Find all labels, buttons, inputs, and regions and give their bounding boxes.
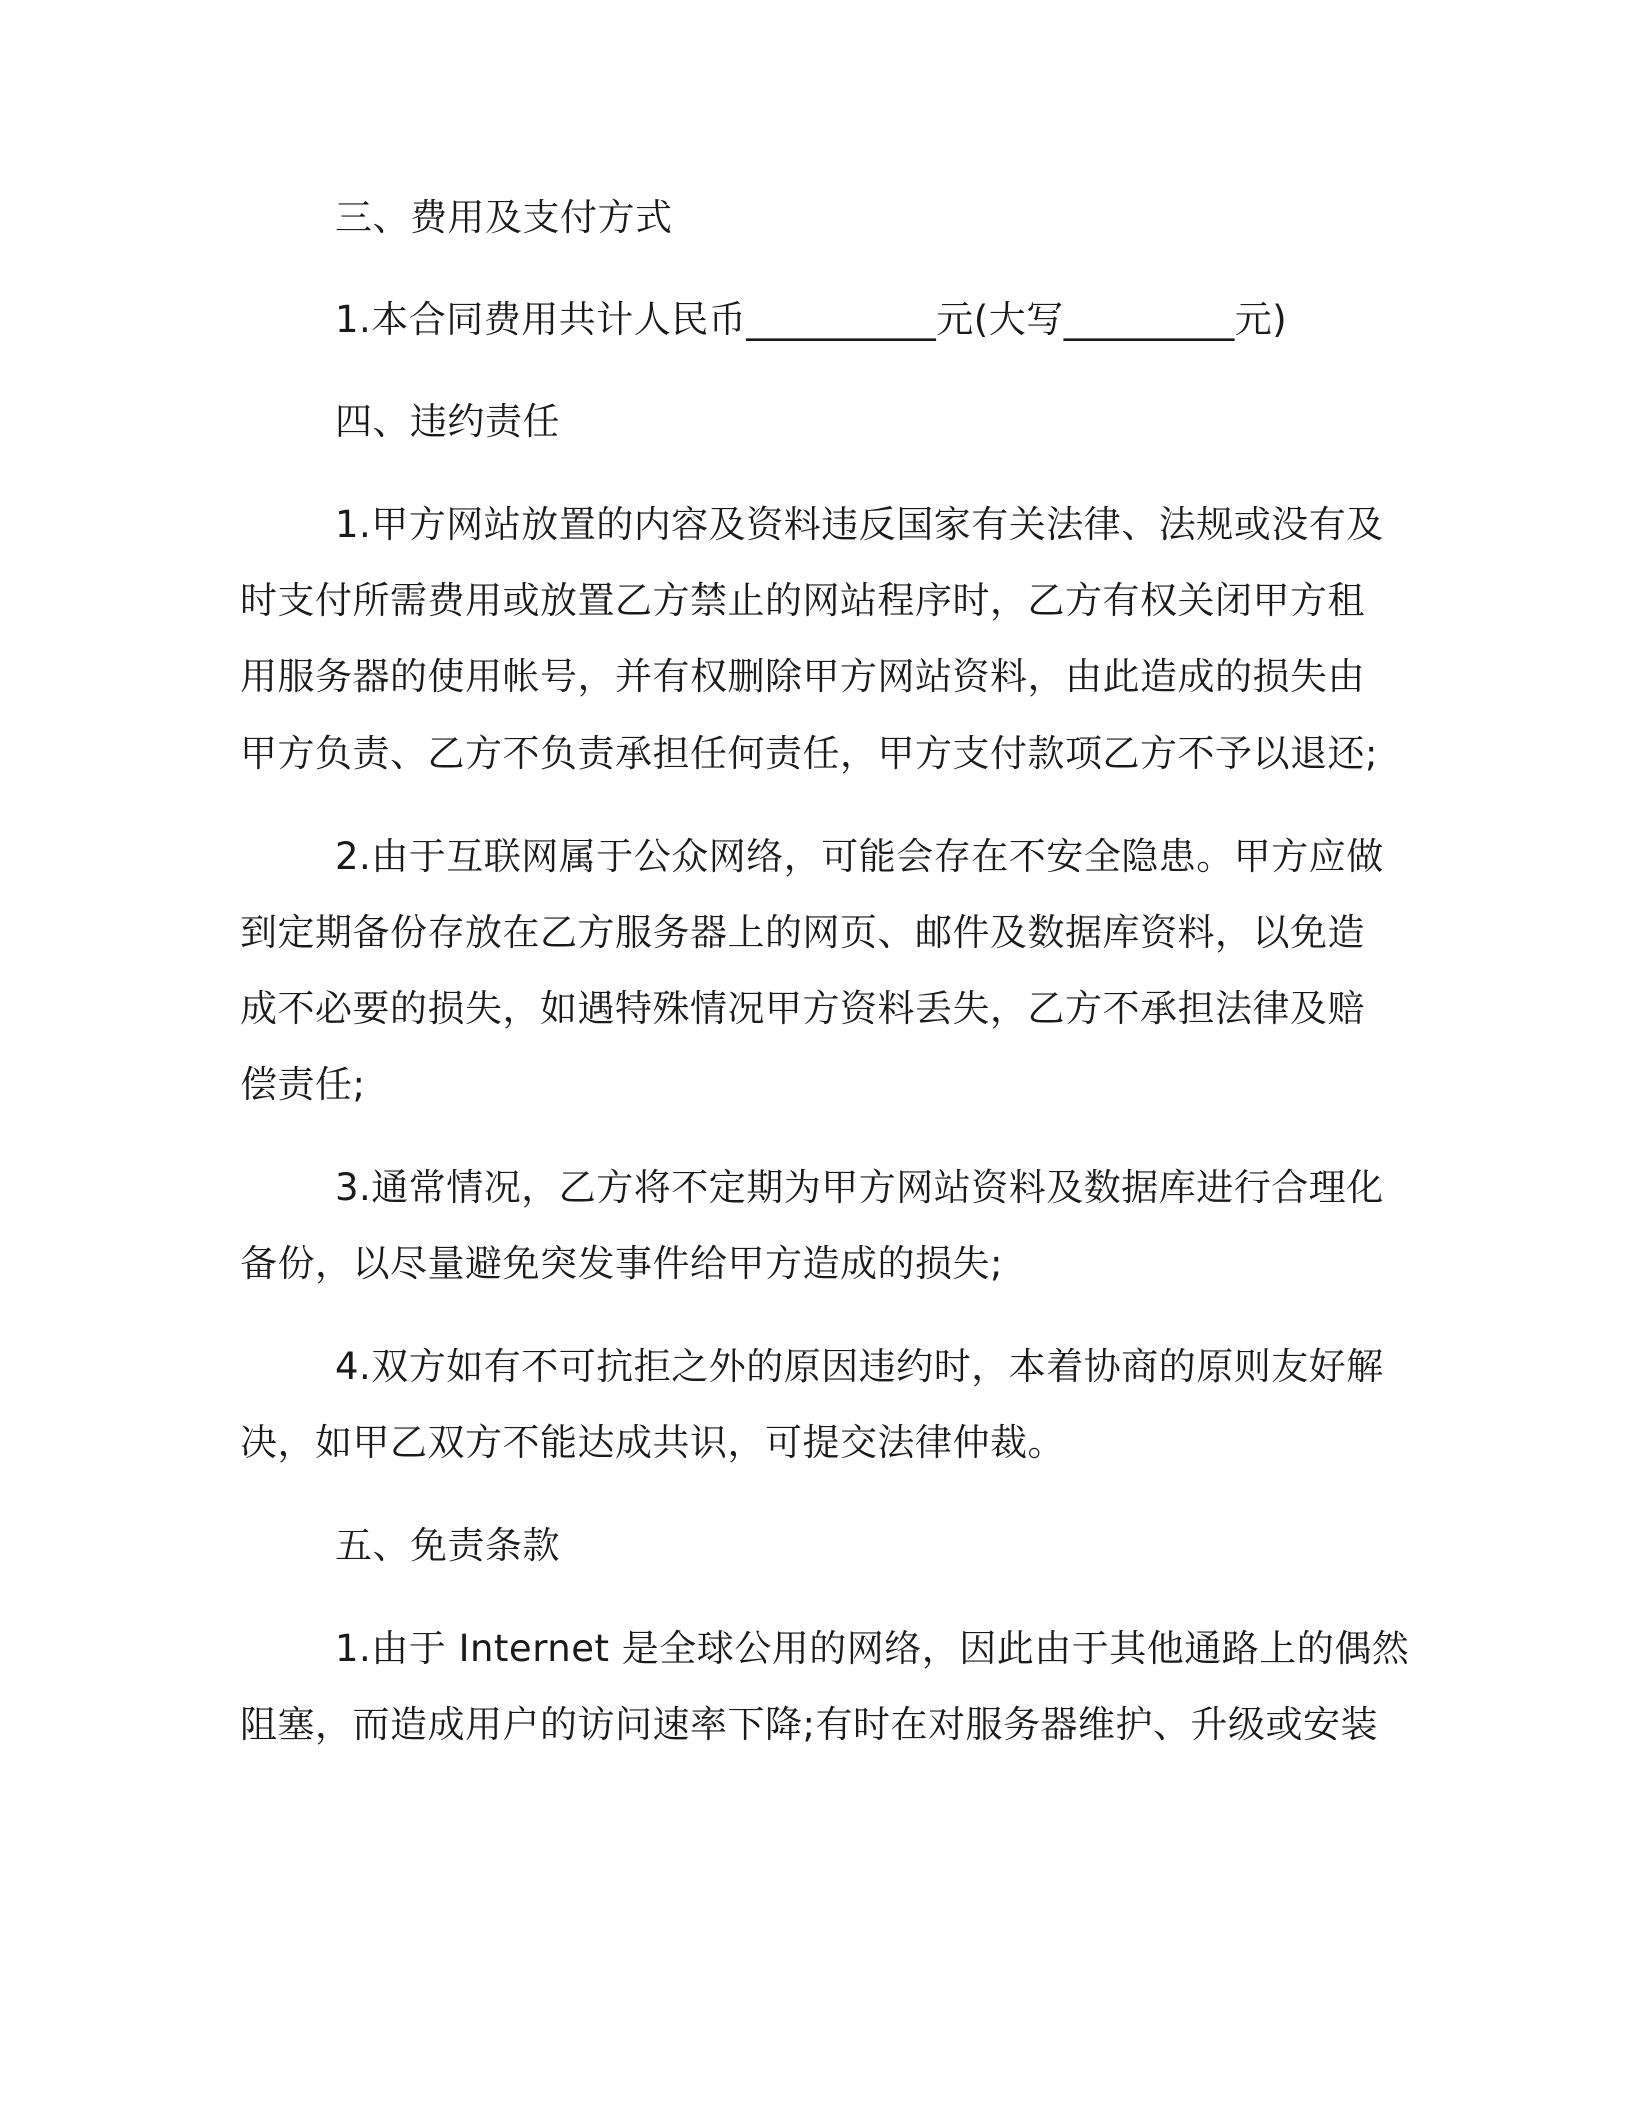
section-4-item-3-line-1: 3.通常情况，乙方将不定期为甲方网站资料及数据库进行合理化: [335, 1166, 1384, 1209]
section-4-item-1-line-4: 甲方负责、乙方不负责承担任何责任，甲方支付款项乙方不予以退还;: [240, 732, 1378, 775]
section-5-item-1-line-1: 1.由于 Internet 是全球公用的网络，因此由于其他通路上的偶然: [335, 1627, 1410, 1670]
section-4-item-2-line-4: 偿责任;: [240, 1063, 366, 1106]
section-4-heading: 四、违约责任: [335, 400, 560, 443]
section-3-heading: 三、费用及支付方式: [335, 196, 673, 239]
section-3-item-1: 1.本合同费用共计人民币__________元(大写_________元): [335, 298, 1288, 341]
section-4-item-2-line-2: 到定期备份存放在乙方服务器上的网页、邮件及数据库资料，以免造: [240, 911, 1365, 954]
section-4-item-1-line-1: 1.甲方网站放置的内容及资料违反国家有关法律、法规或没有及: [335, 503, 1384, 546]
section-4-item-1-line-2: 时支付所需费用或放置乙方禁止的网站程序时，乙方有权关闭甲方租: [240, 579, 1365, 622]
section-5-item-1-line-2: 阻塞，而造成用户的访问速率下降;有时在对服务器维护、升级或安装: [240, 1703, 1378, 1746]
section-4-item-2-line-1: 2.由于互联网属于公众网络，可能会存在不安全隐患。甲方应做: [335, 835, 1384, 878]
section-4-item-4-line-2: 决，如甲乙双方不能达成共识，可提交法律仲裁。: [240, 1421, 1065, 1464]
section-5-heading: 五、免责条款: [335, 1524, 560, 1567]
section-4-item-3-line-2: 备份，以尽量避免突发事件给甲方造成的损失;: [240, 1242, 1003, 1285]
section-4-item-2-line-3: 成不必要的损失，如遇特殊情况甲方资料丢失，乙方不承担法律及赔: [240, 987, 1365, 1030]
section-4-item-4-line-1: 4.双方如有不可抗拒之外的原因违约时，本着协商的原则友好解: [335, 1345, 1384, 1388]
section-4-item-1-line-3: 用服务器的使用帐号，并有权删除甲方网站资料，由此造成的损失由: [240, 655, 1365, 698]
